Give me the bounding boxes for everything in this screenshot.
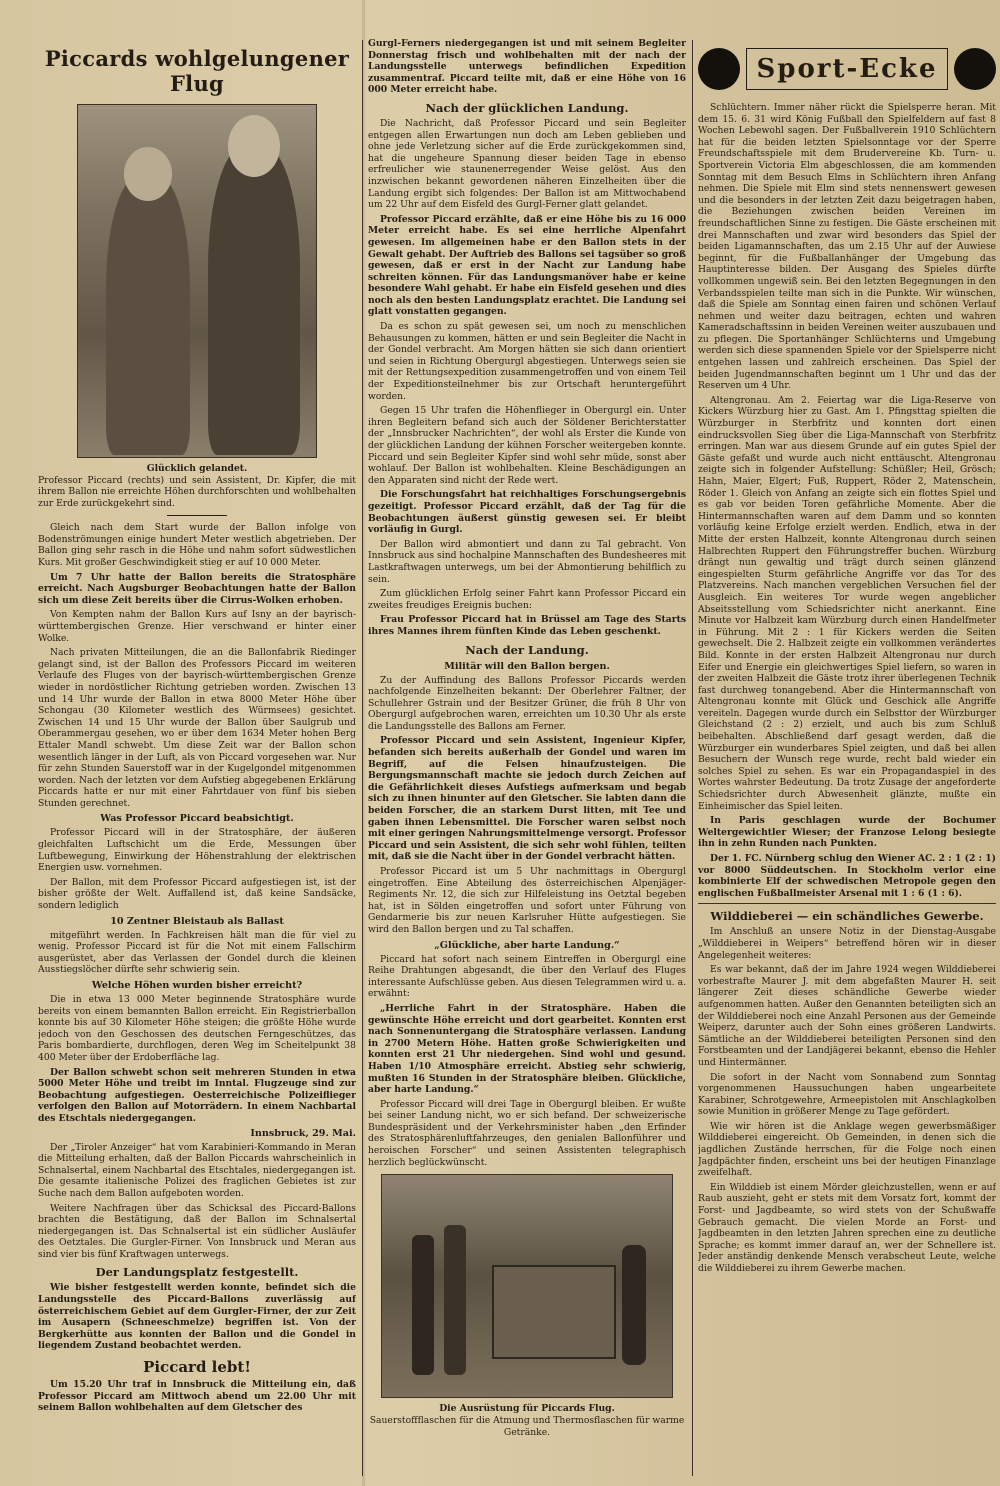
photo2-caption: Sauerstoffflaschen für die Atmung und Thermosflaschen für warme Getränke.	[369, 1415, 685, 1438]
paragraph-bold: Gurgl-Ferners niedergegangen ist und mit seinem Begleiter Donnerstag frisch und wohlbehalten mit der nach der Landungsstelle unterwegs befindlichen Expedition zusammentraf. Piccard teilte mit, daß er eine Höhe von 16 000 Meter erreicht habe.	[368, 38, 686, 96]
paragraph: Professor Piccard will drei Tage in Obergurgl bleiben. Er wußte bei seiner Landung nicht, wo er sich befand. Der schweizerische Bundespräsident und der Verkehrsminister haben „den Erfinder des Stratosphärenluftfahrzeuges, den genialen Ballonführer und heroischen Forscher“ und seinen Assistenten telegraphisch herzlich beglückwünscht.	[368, 1098, 686, 1168]
paragraph: Gegen 15 Uhr trafen die Höhenflieger in Obergurgl ein. Unter ihren Begleitern befand sich auch der Söldener Berichterstatter der „Innsbrucker Nachrichten“, der wohl als Erster die Kunde von der glücklichen Landung der kühnen Forscher weitergeben konnte. Piccard und sein Begleiter Kipfer sind wohl sehr müde, sonst aber wohlauf. Der Ballon ist wohlbehalten. Kleine Beschädigungen an den Apparaten sind nicht der Rede wert.	[368, 405, 686, 486]
headline-piccard: Piccards wohlgelungener Flug	[44, 46, 350, 96]
paragraph: Es war bekannt, daß der im Jahre 1924 wegen Wilddieberei vorbestrafte Maurer J. mit dem abgefaßten Maurer H. seit längerer Zeit dieses schändliche Gewerbe wieder aufgenommen hatten. Außer den Genannten beteiligten sich an der Wilddieberei noch eine Anzahl Personen aus der Gemeinde Weiperz, darunter auch der Sohn eines größeren Landwirts. Sämtliche an der Wilddieberei beteiligten Personen sind den Forstbeamten und der Landjägerei bekannt, ebenso die Hehler und Hintermänner.	[698, 964, 996, 1068]
paragraph-bold: Wie bisher festgestellt werden konnte, befindet sich die Landungsstelle des Piccard-Ballons zuverlässig auf österreichischem Gebiet auf dem Gurgler-Firner, der zur Zeit im Ausapern (Schneeschmelze) begriffen ist. Von der Bergkerhütte aus konnten der Ballon und die Gondel in liegendem Zustand beobachtet werden.	[38, 1282, 356, 1352]
subhead-militaer: Militär will den Ballon bergen.	[444, 660, 610, 672]
equipment-rack	[492, 1265, 616, 1359]
paragraph: Professor Piccard will in der Stratosphäre, der äußeren gleichfalten Luftschicht um die Erde, Messungen über Luftbewegung, Einwirkung der Höhenstrahlung der elektrischen Energien usw. vornehmen.	[38, 827, 356, 874]
sport-header	[698, 42, 996, 96]
paragraph: Da es schon zu spät gewesen sei, um noch zu menschlichen Behausungen zu kommen, hätten er und sein Begleiter die Nacht in der Gondel verbracht. Am Morgen hätten sie sich dann orientiert und seien in Richtung Obergurgl abgestiegen. Unterwegs seien sie mit der Rettungsexpedition zusammengetroffen und von einem Teil der Expeditionsteilnehmer bis zur Ortschaft heruntergeführt worden.	[368, 321, 686, 402]
paragraph-bold: Um 7 Uhr hatte der Ballon bereits die Stratosphäre erreicht. Nach Augsburger Beobachtungen hatte der Ballon sich um diese Zeit bereits über die Cirrus-Wolken erhoben.	[38, 571, 356, 606]
paragraph-bold: In Paris geschlagen wurde der Bochumer Weltergewichtler Wieser; der Franzose Lelong besiegte ihn in zehn Runden nach Punkten.	[698, 815, 996, 850]
paragraph-bold: Der 1. FC. Nürnberg schlug den Wiener AC. 2 : 1 (2 : 1) vor 8000 Süddeutschen. In Stockholm verlor eine kombinierte Elf der schwedischen Metropole gegen den englischen Fußballmeister Arsenal mit 1 : 6 (1 : 6).	[698, 853, 996, 899]
paragraph: Wie wir hören ist die Anklage wegen gewerbsmäßiger Wilddieberei eingereicht. Ob Gemeinden, in denen sich die jagdlichen Zustände herrschen, für die Folge noch einen Jagdpächter finden, erscheint uns bei der heutigen Finanzlage zweifelhaft.	[698, 1120, 996, 1179]
paragraph-bold: Frau Professor Piccard hat in Brüssel am Tage des Starts ihres Mannes ihrem fünften Kinde das Leben geschenkt.	[368, 614, 686, 637]
paragraph-bold: Die Forschungsfahrt hat reichhaltiges Forschungsergebnis gezeitigt. Professor Piccard erzählt, daß der Tag für die Beobachtungen äußerst günstig gewesen sei. Er bleibt vorläufig in Gurgl.	[368, 489, 686, 536]
paragraph: mitgeführt werden. In Fachkreisen hält man die für viel zu wenig. Professor Piccard ist für die Not mit einem Fallschirm ausgerüstet, aber das Verlassen der Gondel durch die kleinen Ausstiegslöcher dürfte sehr schwierig sein.	[38, 929, 356, 976]
paragraph: Ein Wilddieb ist einem Mörder gleichzustellen, wenn er auf Raub auszieht, geht er stets mit dem Vorsatz fort, kommt der Forst- und Jagdbeamte, so wird stets von der Schußwaffe Gebrauch gemacht. Die vielen Morde an Forst- und Jagdbeamten in den letzten Jahren sprechen eine zu deutliche Sprache; es kommt immer darauf an, wer der Schnellere ist. Jeder anständig denkende Mensch verabscheut Leute, welche die Wilddieberei zu ihrem Gewerbe machen.	[698, 1181, 996, 1274]
face-piccard	[228, 115, 280, 177]
subhead-wilddieberei: Wilddieberei — ein schändliches Gewerbe.	[710, 909, 984, 924]
column-rule	[362, 40, 363, 1476]
paragraph: Die Nachricht, daß Professor Piccard und sein Begleiter entgegen allen Erwartungen nun doch am Leben geblieben und ohne jede Verletzung sicher auf die Erde zurückgekommen sind, hat die ungeheure Spannung dieser beiden Tage in ebenso erfreulicher wie staunenerregender Weise gelöst. Aus den inzwischen bekannt gewordenen näheren Einzelheiten über die Landung ergibt sich folgendes: Der Ballon ist am Mittwochabend um 22 Uhr auf dem Eisfeld des Gurgl-Ferner glatt gelandet.	[368, 117, 686, 211]
face-kipfer	[124, 147, 172, 201]
oxygen-bottle	[412, 1235, 434, 1375]
column-1	[38, 38, 356, 1476]
dateline: Innsbruck, 29. Mai.	[250, 1127, 356, 1139]
divider	[167, 515, 227, 516]
paragraph: Schlüchtern. Immer näher rückt die Spielsperre heran. Mit dem 15. 6. 31 wird König Fußball den Spielfeldern auf fast 8 Wochen Lebewohl sagen. Der Fußballverein 1910 Schlüchtern hat für die beiden letzten Spielsonntage vor der Sperre Freundschaftsspiele mit dem Brudervereine Kb. Turn- u. Sportverein Victoria Elm abgeschlossen, die am kommenden Sonntag mit dem Besuch Elms in Schlüchtern ihren Anfang nehmen. Die Spiele mit Elm sind stets nennenswert gewesen und die besonders in der letzten Zeit dazu beigetragen haben, die Beziehungen zwischen beiden Vereinen im freundschaftlichen Sinne zu festigen. Die Gäste erscheinen mit drei Mannschaften und zwar wird besonders das Spiel der beiden Ligamannschaften, das um 2.15 Uhr auf der Auwiese beginnt, für die Fußballanhänger der Umgebung das Hauptinteresse bilden. Der Ausgang des Spieles dürfte vollkommen ungewiß sein. Bei den letzten Begegnungen in den Verbandsspielen teilte man sich in die Punkte. Wir wünschen, daß die Spiele am Sonntag einen fairen und schönen Verlauf nehmen und weiter dazu beitragen, echten und wahren Kameradschaftssinn in beiden Vereinen weiter auszubauen und zu pflegen. Die Sportanhänger Schlüchterns und Umgebung werden sich diese spannenden Spiele vor der Spielsperre nicht entgehen lassen und zahlreich erscheinen. Das Spiel der beiden Jugendmannschaften beginnt um 1 Uhr und das der Reserven um 4 Uhr.	[698, 102, 996, 392]
subhead-nach-landung: Nach der Landung.	[465, 642, 589, 657]
paragraph: Der Ballon, mit dem Professor Piccard aufgestiegen ist, ist der bisher größte der Welt. Auffallend ist, daß keine Sandsäcke, sondern lediglich	[38, 876, 356, 912]
subhead-landung: Nach der glücklichen Landung.	[425, 100, 629, 115]
paragraph: Weitere Nachfragen über das Schicksal des Piccard-Ballons brachten die Bestätigung, daß der Ballon im Schnalsertal niedergegangen ist. Das Schnalsertal ist ein südlicher Ausläufer des Oetztales. Die Gurgler-Firner. Von Innsbruck und Meran aus sind vier bis fünf Kraftwagen unterwegs.	[38, 1202, 356, 1260]
subhead-lebt: Piccard lebt!	[143, 1358, 251, 1377]
sport-title: Sport-Ecke	[746, 48, 948, 90]
paragraph: Von Kempten nahm der Ballon Kurs auf Isny an der bayrisch-württembergischen Grenze. Hier verschwand er hinter einer Wolke.	[38, 609, 356, 644]
paragraph: Nach privaten Mitteilungen, die an die Ballonfabrik Riedinger gelangt sind, ist der Ballon des Professors Piccard im weiteren Verlaufe des Fluges von der bayrisch-württembergischen Grenze wieder in nordöstlicher Richtung getrieben worden. Zwischen 13 und 14 Uhr wurde der Ballon in etwa 8000 Meter Höhe über Schongau (30 Kilometer westlich des Würmsees) gesichtet. Zwischen 14 und 15 Uhr wurde der Ballon über Saulgrub und Oberammergau gesehen, wo er über dem 1634 Meter hohen Berg Ettaler Mandl schwebt. Um diese Zeit war der Ballon schon wesentlich länger in der Luft, als von Piccard vorgesehen war. Nur für zehn Stunden Sauerstoff war in der Kugelgondel mitgenommen worden. Nach der letzten vor dem Aufstieg abgegebenen Erklärung Piccards hatte er nur mit einer Fahrtdauer von fünf bis sieben Stunden gerechnet.	[38, 647, 356, 809]
paragraph: Im Anschluß an unsere Notiz in der Dienstag-Ausgabe „Wilddieberei in Weipers“ betreffend hören wir in dieser Angelegenheit weiteres:	[698, 926, 996, 961]
paragraph-bold: Der Ballon schwebt schon seit mehreren Stunden in etwa 5000 Meter Höhe und treibt im Inntal. Flugzeuge sind zur Beobachtung aufgestiegen. Oesterreichische Polizeiflieger verfolgen den Ballon auf Motorrädern. In einem Nachbartal des Etschtals niedergegangen.	[38, 1066, 356, 1124]
paragraph: Zum glücklichen Erfolg seiner Fahrt kann Professor Piccard ein zweites freudiges Ereignis buchen:	[368, 588, 686, 611]
photo2-caption-title: Die Ausrüstung für Piccards Flug.	[439, 1403, 615, 1415]
photo-caption: Professor Piccard (rechts) und sein Assistent, Dr. Kipfer, die mit ihrem Ballon nie erreichte Höhen durchforschten und wohlbehalten zur Erde zurückgekehrt sind.	[38, 475, 356, 509]
subhead-gluecklich: „Glückliche, aber harte Landung.“	[434, 939, 620, 951]
paragraph: Professor Piccard ist um 5 Uhr nachmittags in Obergurgl eingetroffen. Eine Abteilung des österreichischen Alpenjäger-Regiments Nr. 12, die sich zur Hilfeleistung ins Oetztal begeben hat, ist in Sölden eingetroffen und sofort unter Führung von Gendarmerie bis zur neuen Karlsruher Hütte aufgestiegen. Sie wird den Ballon bergen und zu Tal schaffen.	[368, 866, 686, 935]
paragraph-bold: „Herrliche Fahrt in der Stratosphäre. Haben die gewünschte Höhe erreicht und dort gearbeitet. Konnten erst nach Sonnenuntergang die Stratosphäre verlassen. Landung in 2700 Metern Höhe. Hatten große Schwierigkeiten und konnten erst 21 Uhr niedergehen. Sind wohl und gesund. Haben 1/10 Atmosphäre erreicht. Abstieg sehr schwierig, mußten 16 Stunden in der Stratosphäre bleiben. Glückliche, aber harte Landung.“	[368, 1002, 686, 1096]
column-rule	[692, 40, 693, 1476]
divider	[698, 903, 996, 904]
figure-kipfer	[106, 175, 190, 455]
paragraph: Altengronau. Am 2. Feiertag war die Liga-Reserve von Kickers Würzburg hier zu Gast. Am 1. Pfingsttag spielten die Würzburger in Sterbfritz und konnten dort einen eindrucksvollen Sieg über die Liga-Mannschaft von Sterbfritz erringen. Man war aus diesem Grunde auf ein gutes Spiel der Gäste gefaßt und wurde auch nicht enttäuscht. Altengronau zeigte sich in folgender Aufstellung: Schüßler; Heil, Grösch; Hahn, Maier, Elgert; Fuß, Ruppert, Röder 2, Matenschein, Röder 1. Gleich von Anfang an zeigte sich ein flottes Spiel und es gab vor beiden Toren gefährliche Momente. Aber die Hintermannschaften waren auf dem Damm und so konnten vorläufig keine Erfolge erzielt werden. Endlich, etwa in der Mitte der ersten Halbzeit, konnte Altengronau durch seinen Halbrechten Ruppert den Führungstreffer buchen. Würzburg drängt nun gewaltig und trägt durch seinen glänzend eingespielten Sturm gefährliche Angriffe vor das Tor des Platzvereins. Nach manchen vergeblichen Versuchen fiel der Ausgleich. Ein weiteres Tor wurde wegen angeblicher Abseitsstellung vom Schiedsrichter nicht anerkannt. Eine Minute vor Halbzeit kam Würzburg durch einen Handelfmeter in Führung. Mit 2 : 1 für Kickers werden die Seiten gewechselt. Die 2. Halbzeit zeigte ein vollkommen verändertes Bild. Konnte in der ersten Halbzeit Altengronau nur durch Eifer und Energie ein gleichwertiges Spiel liefern, so waren in der zweiten Halbzeit die Gäste trotz ihrer überlegenen Technik fast durchweg tonangebend. Aber die Hintermannschaft von Altengronau konnte mit Glück und Geschick alle Angriffe vereiteln. Dagegen wurde durch ein Selbsttor der Würzburger Gleichstand (2 : 2) erzielt, und auch bis zum Schluß beibehalten. Abschließend darf gesagt werden, daß die Würzburger ein wunderbares Spiel zeigten, und daß bei allen Besuchern der Wunsch rege wurde, recht bald wieder ein solches Spiel zu sehen. Es war ein Propagandaspiel in des Wortes wahrster Bedeutung. Da trotz Zusage der angeforderte Schiedsrichter durch Abwesenheit glänzte, mußte ein Einheimischer das Spiel leiten.	[698, 394, 996, 812]
paragraph: Piccard hat sofort nach seinem Eintreffen in Obergurgl eine Reihe Drahtungen abgesandt, die über den Verlauf des Fluges interessante Aufschlüsse geben. Aus diesen Telegrammen wird u. a. erwähnt:	[368, 953, 686, 1000]
subhead-ballast: 10 Zentner Bleistaub als Ballast	[110, 915, 284, 927]
paragraph: Gleich nach dem Start wurde der Ballon infolge von Bodenströmungen einige hundert Meter westlich abgetrieben. Der Ballon ging sehr rasch in die Höhe und nahm sofort südwestlichen Kurs. Mit großer Geschwindigkeit stieg er auf 10 000 Meter.	[38, 522, 356, 568]
paragraph: Der „Tiroler Anzeiger“ hat vom Karabinieri-Kommando in Meran die Mitteilung erhalten, daß der Ballon Piccards wahrscheinlich in Schnalsertal, einem Nachbartal des Etschtales, niedergegangen ist. Die gesamte italienische Polizei des fraglichen Gebietes ist zur Suche nach dem Ballon aufgeboten worden.	[38, 1141, 356, 1199]
subhead-hoehen: Welche Höhen wurden bisher erreicht?	[91, 980, 303, 991]
subhead-landungsplatz: Der Landungsplatz festgestellt.	[95, 1265, 299, 1280]
column-2	[368, 38, 686, 1476]
oxygen-bottle	[444, 1225, 466, 1375]
column-3	[698, 38, 996, 1476]
paragraph: Zu der Auffindung des Ballons Professor Piccards werden nachfolgende Einzelheiten bekannt: Der Oberlehrer Faltner, der Schullehrer Gstrain und der Besitzer Grüner, die früh 8 Uhr von Obergurgl aufgebrochen waren, erreichten um 10.30 Uhr als erste die Landungsstelle des Ballons am Ferner.	[368, 674, 686, 732]
thermos-bottle	[622, 1245, 646, 1365]
paragraph-bold: Um 15.20 Uhr traf in Innsbruck die Mitteilung ein, daß Professor Piccard am Mittwoch abend um 22.00 Uhr mit seinem Ballon wohlbehalten auf dem Gletscher des	[38, 1379, 356, 1414]
paragraph: Die sofort in der Nacht vom Sonnabend zum Sonntag vorgenommenen Haussuchungen haben ungearbeitete Karabiner, Schrotgewehre, Armeepistolen mit Anschlagkolben sowie Munition in größerer Menge zu Tage gefördert.	[698, 1071, 996, 1118]
photo-caption-title: Glücklich gelandet.	[146, 463, 248, 474]
figure-piccard	[208, 145, 300, 455]
paragraph: Der Ballon wird abmontiert und dann zu Tal gebracht. Von Innsbruck aus sind hochalpine Mannschaften des Bundesheeres mit Lastkraftwagen unterwegs, um bei der Abmontierung behilflich zu sein.	[368, 538, 686, 585]
photo-equipment	[381, 1174, 673, 1398]
black-disc-icon	[954, 48, 996, 90]
paragraph-bold: Professor Piccard erzählte, daß er eine Höhe bis zu 16 000 Meter erreicht habe. Es sei eine herrliche Alpenfahrt gewesen. Im allgemeinen habe er den Ballon stets in der Gewalt gehabt. Der Auftrieb des Ballons sei tagsüber so groß gewesen, daß er erst in der Nacht zur Landung habe schreiten können. Für das Landungsmanöver habe er keine besondere Wahl gehabt. Er habe ein Eisfeld gesehen und dies noch als den besten Landungsplatz erachtet. Die Landung sei glatt vonstatten gegangen.	[368, 213, 686, 318]
paragraph-bold: Professor Piccard und sein Assistent, Ingenieur Kipfer, befanden sich bereits außerhalb der Gondel und waren im Begriff, auf die Felsen hinaufzusteigen. Die Bergungsmannschaft machte sie jedoch durch Zeichen auf die Gefährlichkeit dieses Aufstiegs aufmerksam und begab sich zu ihnen hinunter auf den Gletscher. Sie labten dann die beiden Forscher, die an starkem Durst litten, mit Tee und gaben ihnen Lebensmittel. Die Forscher waren selbst noch mit einer geringen Nahrungsmittelmenge versorgt. Professor Piccard und sein Assistent, die sich sehr wohl fühlen, teilten mit, daß sie die Nacht über in der Gondel verbracht hätten.	[368, 735, 686, 863]
subhead-beabsichtigt: Was Professor Piccard beabsichtigt.	[100, 813, 294, 825]
paragraph: Die in etwa 13 000 Meter beginnende Stratosphäre wurde bereits von einem bemannten Ballon erreicht. Ein Registrierballon konnte bis auf 30 Kilometer Höhe steigen; die größte Höhe wurde jedoch von den Geschossen des deutschen Ferngeschützes, das Paris bombardierte, durchflogen, deren Weg im Scheitelpunkt 38 400 Meter über der Erdoberfläche lag.	[38, 994, 356, 1063]
photo-piccard-kipfer	[77, 104, 317, 458]
black-disc-icon	[698, 48, 740, 90]
